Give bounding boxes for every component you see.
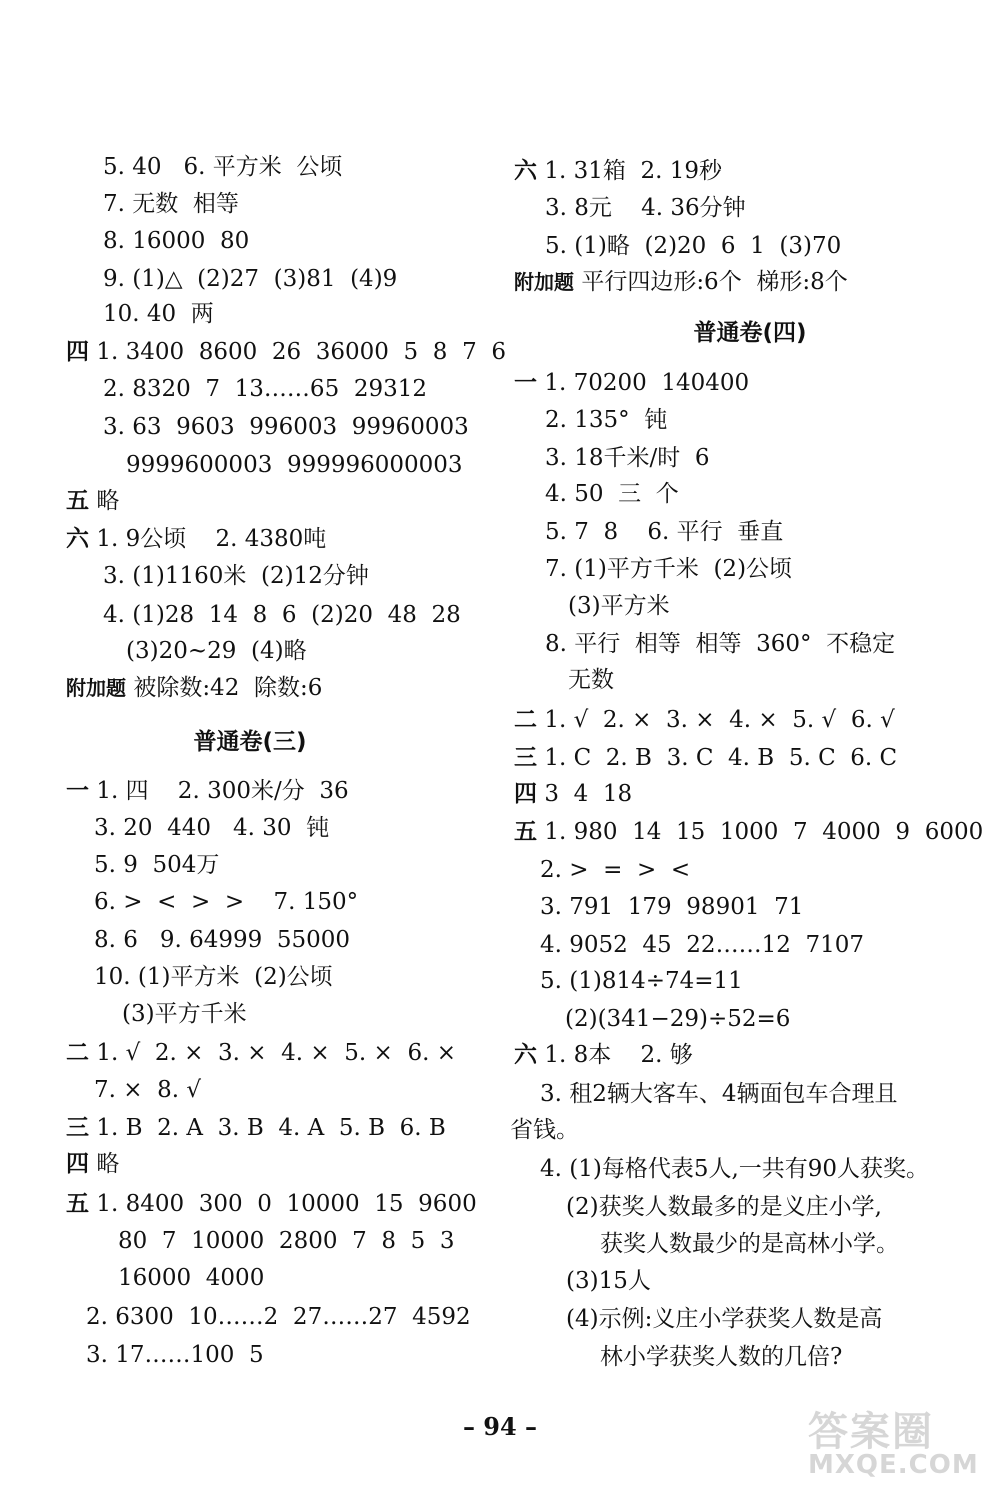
answer-line: 3. 17……100 5	[86, 1342, 264, 1368]
answer-line: (2)(341−29)÷52=6	[565, 1006, 791, 1032]
answer-line: 16000 4000	[118, 1265, 265, 1291]
answer-line: 3. 791 179 98901 71	[540, 894, 804, 920]
answer-line: 9999600003 999996000003	[126, 452, 463, 478]
answer-line: 附加题 被除数:42 除数:6	[66, 675, 323, 701]
answer-line: 六 1. 31箱 2. 19秒	[514, 158, 722, 184]
answer-line: (3)平方千米	[122, 1001, 247, 1027]
answer-line: 4. 50 三 个	[545, 481, 679, 507]
answer-line: 5. (1)略 (2)20 6 1 (3)70	[545, 233, 842, 259]
answer-line: 五 1. 980 14 15 1000 7 4000 9 6000	[514, 819, 984, 845]
answer-line: 省钱。	[510, 1117, 579, 1143]
answer-line: (3)15人	[566, 1268, 651, 1294]
answer-line: 五 1. 8400 300 0 10000 15 9600	[66, 1191, 477, 1217]
answer-line: 一 1. 四 2. 300米/分 36	[66, 778, 349, 804]
answer-line: 8. 6 9. 64999 55000	[94, 927, 351, 953]
answer-line: 四 3 4 18	[514, 781, 633, 807]
answer-line: (4)示例:义庄小学获奖人数是高	[566, 1306, 883, 1332]
answer-line: 7. (1)平方千米 (2)公顷	[545, 556, 793, 582]
answer-line: 二 1. √ 2. × 3. × 4. × 5. √ 6. √	[514, 707, 895, 733]
answer-line: 2. 6300 10……2 27……27 4592	[86, 1304, 471, 1330]
answer-line: 8. 16000 80	[103, 228, 250, 254]
section-heading: 普通卷(三)	[193, 729, 307, 755]
answer-line: 8. 平行 相等 相等 360° 不稳定	[545, 631, 896, 657]
answer-line: 2. > = > <	[540, 857, 691, 883]
answer-line: 7. × 8. √	[94, 1077, 202, 1103]
answer-line: 80 7 10000 2800 7 8 5 3	[118, 1228, 455, 1254]
watermark-sub: MXQE.COM	[808, 1450, 979, 1480]
answer-line: 四 1. 3400 8600 26 36000 5 8 7 6	[66, 339, 506, 365]
watermark-main: 答案圈	[808, 1409, 934, 1455]
answer-line: 6. > < > > 7. 150°	[94, 889, 359, 915]
answer-line: 附加题 平行四边形:6个 梯形:8个	[514, 269, 848, 295]
answer-line: (3)平方米	[568, 593, 670, 619]
watermark-logo	[808, 1400, 994, 1484]
answer-line: 2. 8320 7 13……65 29312	[103, 376, 427, 402]
answer-line: 四 略	[66, 1151, 120, 1177]
section-heading: 普通卷(四)	[693, 320, 807, 346]
answer-line: 4. (1)每格代表5人,一共有90人获奖。	[540, 1156, 930, 1182]
answer-line: 无数	[568, 667, 614, 693]
answer-line: 六 1. 9公顷 2. 4380吨	[66, 526, 327, 552]
answer-line: 9. (1)△ (2)27 (3)81 (4)9	[103, 266, 398, 292]
answer-line: 5. 7 8 6. 平行 垂直	[545, 519, 784, 545]
answer-line: 4. 9052 45 22……12 7107	[540, 932, 864, 958]
answer-line: 10. 40 两	[103, 301, 214, 327]
answer-line: 五 略	[66, 488, 120, 514]
answer-line: 10. (1)平方米 (2)公顷	[94, 964, 333, 990]
page-number: – 94 –	[462, 1412, 538, 1441]
answer-line: 7. 无数 相等	[103, 191, 239, 217]
answer-line: 3. 18千米/时 6	[545, 445, 710, 471]
answer-line: 4. (1)28 14 8 6 (2)20 48 28	[103, 602, 461, 628]
answer-line: 三 1. C 2. B 3. C 4. B 5. C 6. C	[514, 745, 898, 771]
answer-line: 5. 40 6. 平方米 公顷	[103, 154, 343, 180]
answer-line: 一 1. 70200 140400	[514, 370, 750, 396]
answer-line: (2)获奖人数最多的是义庄小学,	[566, 1194, 882, 1220]
answer-line: 三 1. B 2. A 3. B 4. A 5. B 6. B	[66, 1115, 446, 1141]
answer-line: 3. 8元 4. 36分钟	[545, 195, 746, 221]
answer-line: 3. 20 440 4. 30 钝	[94, 815, 330, 841]
answer-line: 3. (1)1160米 (2)12分钟	[103, 563, 369, 589]
answer-line: 获奖人数最少的是高林小学。	[600, 1231, 899, 1257]
answer-line: 2. 135° 钝	[545, 407, 668, 433]
answer-line: 3. 63 9603 996003 99960003	[103, 414, 469, 440]
answer-line: 5. 9 504万	[94, 852, 220, 878]
answer-line: 林小学获奖人数的几倍?	[600, 1344, 843, 1370]
answer-line: (3)20~29 (4)略	[126, 638, 307, 664]
answer-line: 二 1. √ 2. × 3. × 4. × 5. × 6. ×	[66, 1040, 456, 1066]
answer-line: 六 1. 8本 2. 够	[514, 1042, 693, 1068]
answer-line: 5. (1)814÷74=11	[540, 968, 743, 994]
answer-line: 3. 租2辆大客车、4辆面包车合理且	[540, 1081, 898, 1107]
